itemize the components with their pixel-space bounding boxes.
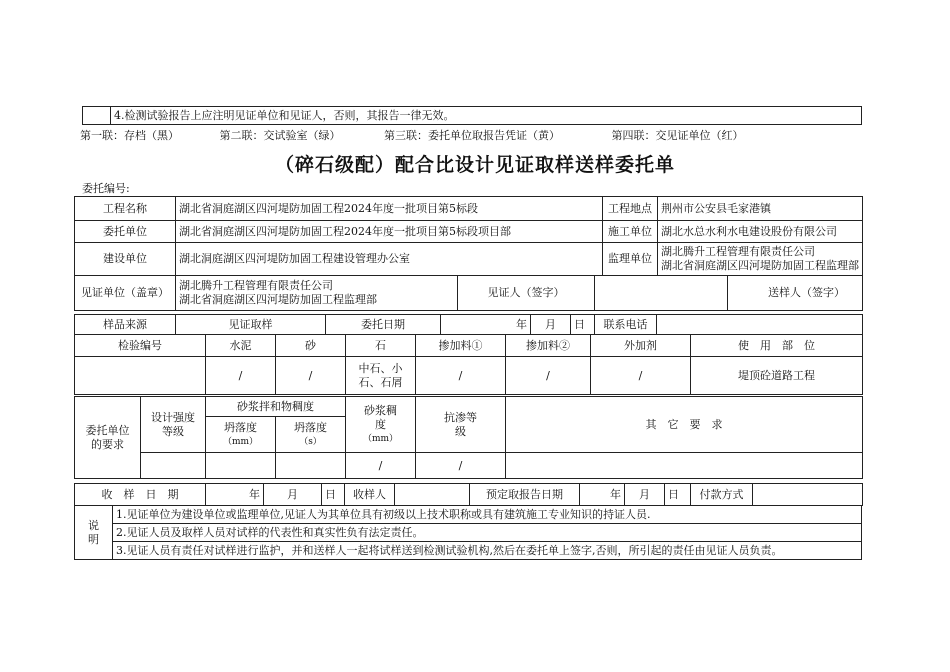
requirements-table [74,396,863,479]
mortar-consistency-label: 砂浆稠度 [364,403,397,431]
sample-source: 见证取样 [176,315,326,335]
sender-cell[interactable] [728,276,863,311]
receive-date-label: 收 样 日 期 [75,484,206,506]
other-requirements-value[interactable] [506,453,863,479]
other-requirements-label: 其 它 要 求 [506,397,863,453]
slump-s-value[interactable] [276,453,346,479]
header-sand: 砂 [276,335,346,357]
slump-s-unit: （s） [299,436,322,447]
slump-mm-label: 坍落度 [224,420,257,434]
slump-s-label: 坍落度 [294,420,327,434]
client-name: 湖北省洞庭湖区四河堤防加固工程2024年度一批项目第5标段项目部 [176,221,603,243]
design-strength-value[interactable] [141,453,206,479]
builder-label: 建设单位 [75,243,176,276]
slump-mm-header [206,417,276,453]
entrust-number-label: 委托编号: [82,182,130,195]
witness-unit [176,276,458,311]
header-additive-2: 掺加料② [506,335,591,357]
receive-year[interactable]: 年 [206,484,264,506]
notes-table [74,505,862,560]
payment-label: 付款方式 [691,484,753,506]
receiver-label: 收样人 [345,484,395,506]
sender-label: 送样人（签字） [768,286,845,299]
project-name-label: 工程名称 [75,197,176,221]
sample-source-label: 样品来源 [75,315,176,335]
copy-2: 第二联：交试验室（绿） [219,129,341,142]
copy-3: 第三联：委托单位取报告凭证（黄） [384,129,560,142]
slump-mm-unit: （mm） [222,436,259,447]
additive-2-value: / [506,357,591,395]
mortar-consistency-unit: （mm） [362,433,399,444]
project-name: 湖北省洞庭湖区四河堤防加固工程2024年度一批项目第5标段 [176,197,603,221]
usage-value: 堤顶砼道路工程 [691,357,863,395]
header-usage: 使 用 部 位 [691,335,863,357]
stone-value: 中石、小石、石屑 [346,357,416,395]
witness-unit-label: 见证单位（盖章） [75,276,176,311]
header-additive-1: 掺加料① [416,335,506,357]
consistency-label: 砂浆拌和物稠度 [206,397,346,417]
report-date-label: 预定取报告日期 [470,484,580,506]
impermeability-value: / [416,453,506,479]
copy-1: 第一联：存档（黑） [80,129,179,142]
sample-source-table [74,314,863,335]
supervisor-line-2: 湖北省洞庭湖区四河堤防加固工程监理部 [661,259,859,272]
entrust-date-label: 委托日期 [326,315,441,335]
header-admixture: 外加剂 [591,335,691,357]
constructor-label: 施工单位 [603,221,658,243]
header-stone: 石 [346,335,416,357]
constructor-name: 湖北水总水利水电建设股份有限公司 [658,221,863,243]
header-cement: 水泥 [206,335,276,357]
witness-unit-line-2: 湖北省洞庭湖区四河堤防加固工程监理部 [179,293,377,306]
client-label: 委托单位 [75,221,176,243]
report-month[interactable]: 月 [625,484,665,506]
notice-row-4: 4.检测试验报告上应注明见证单位和见证人，否则，其报告一律无效。 [111,107,862,125]
cement-value: / [206,357,276,395]
note-2: 2.见证人员及取样人员对试样的代表性和真实性负有法定责任。 [113,524,862,542]
note-1: 1.见证单位为建设单位或监理单位,见证人为其单位具有初级以上技术职称或具有建筑施工专业知识的持证人员. [113,506,862,524]
sand-value: / [276,357,346,395]
receive-day[interactable]: 日 [322,484,345,506]
slump-s-header [276,417,346,453]
payment-field[interactable] [753,484,863,506]
receiver-field[interactable] [395,484,470,506]
project-site-label: 工程地点 [603,197,658,221]
entrust-year[interactable]: 年 [441,315,531,335]
requirements-label: 委托单位的要求 [75,397,141,479]
supervisor-line-1: 湖北腾升工程管理有限责任公司 [661,245,815,258]
materials-table [74,334,863,395]
phone-label: 联系电话 [595,315,657,335]
mortar-consistency-value: / [346,453,416,479]
witness-person-label: 见证人（签字） [458,276,595,311]
mortar-consistency-header [346,397,416,453]
impermeability-label: 抗渗等级 [416,397,506,453]
previous-form-tail [82,106,862,125]
report-day[interactable]: 日 [665,484,691,506]
admixture-value: / [591,357,691,395]
notes-label: 说 明 [75,506,113,560]
test-number-value[interactable] [75,357,206,395]
phone-field[interactable] [657,315,863,335]
report-year[interactable]: 年 [580,484,625,506]
supervisor-name [658,243,863,276]
copy-distribution [80,127,744,143]
header-test-number: 检验编号 [75,335,206,357]
entrust-day[interactable]: 日 [571,315,595,335]
additive-1-value: / [416,357,506,395]
empty-cell [83,107,111,125]
witness-signature-field[interactable] [595,276,728,311]
project-site: 荆州市公安县毛家港镇 [658,197,863,221]
note-3: 3.见证人员有责任对试样进行监护，并和送样人一起将试样送到检测试验机构,然后在委托单上签字,否则，所引起的责任由见证人员负责。 [113,542,862,560]
design-strength-label: 设计强度等级 [141,397,206,453]
builder-name: 湖北洞庭湖区四河堤防加固工程建设管理办公室 [176,243,603,276]
slump-mm-value[interactable] [206,453,276,479]
copy-4: 第四联：交见证单位（红） [611,129,744,142]
witness-unit-line-1: 湖北腾升工程管理有限责任公司 [179,279,333,292]
receipt-table [74,483,863,506]
receive-month[interactable]: 月 [264,484,322,506]
supervisor-label: 监理单位 [603,243,658,276]
form-title: （碎石级配）配合比设计见证取样送样委托单 [274,154,675,176]
info-table [74,196,863,311]
entrust-month[interactable]: 月 [531,315,571,335]
